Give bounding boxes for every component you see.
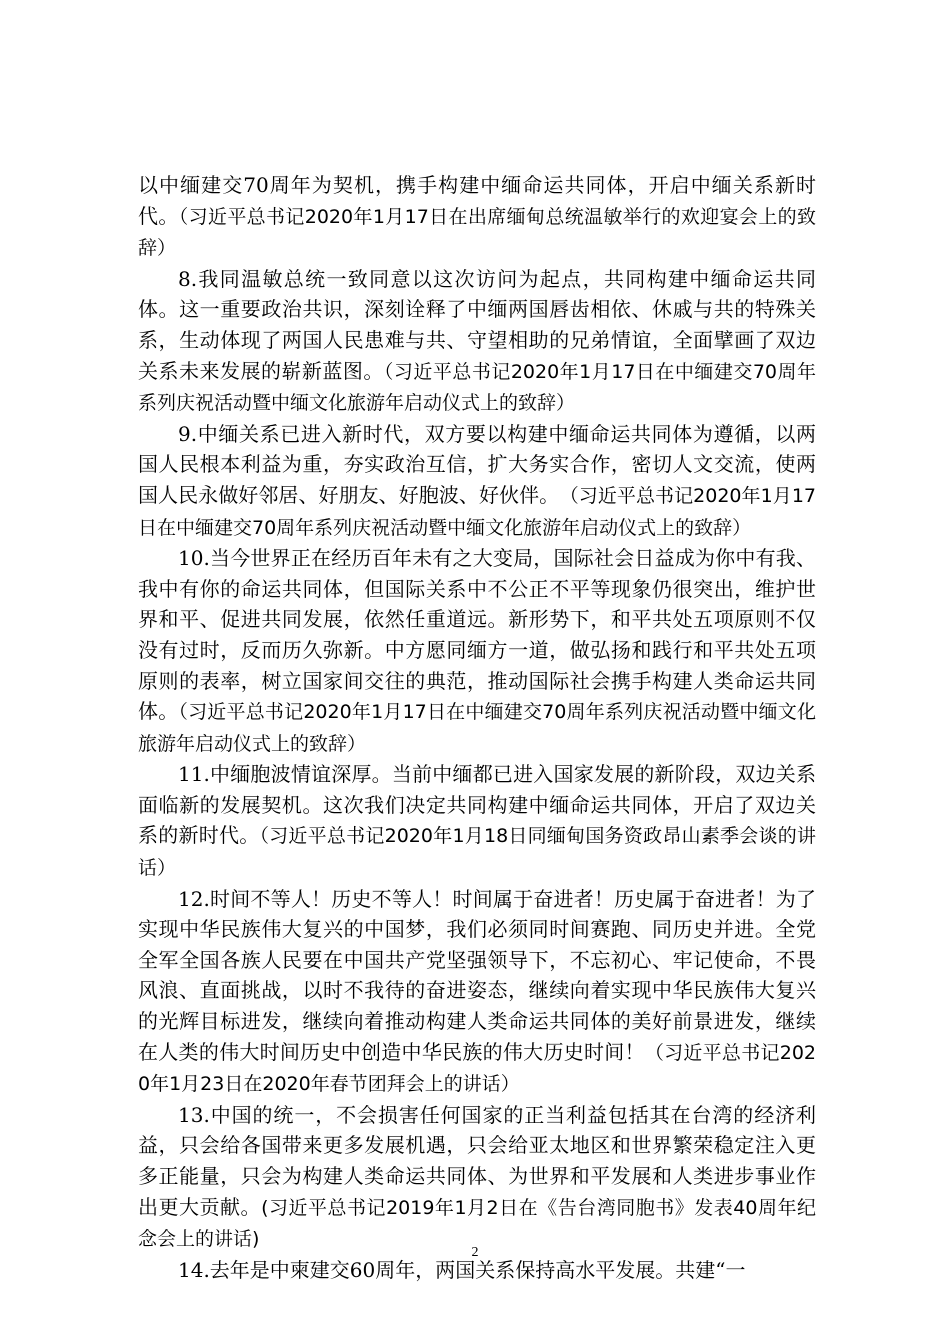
paragraph-source: (习近平总书记2019年1月2日在《告台湾同胞书》发表40周年纪念会上的讲话) [138, 1196, 817, 1251]
paragraph-source: （习近平总书记2020年1月17日在中缅建交70周年系列庆祝活动暨中缅文化旅游年启动仪式上的致辞） [138, 484, 816, 539]
paragraph-source: （习近平总书记2020年1月23日在2020年春节团拜会上的讲话） [138, 1041, 817, 1096]
paragraph-text: 13.中国的统一，不会损害任何国家的正当利益包括其在台湾的经济利益，只会给各国带来更多发展机遇，只会给亚太地区和世界繁荣稳定注入更多正能量，只会为构建人类命运共同体、为世界和平发展和人类进步事业作出更大贡献。 [138, 1102, 816, 1219]
paragraph-text: 14.去年是中柬建交60周年，两国关系保持高水平发展。共建“一 [178, 1257, 746, 1282]
paragraph-source: （习近平总书记2020年1月17日在中缅建交70周年系列庆祝活动暨中缅文化旅游年启动仪式上的致辞） [138, 701, 816, 755]
paragraph-source: （习近平总书记2020年1月17日在中缅建交70周年系列庆祝活动暨中缅文化旅游年启动仪式上的致辞） [138, 360, 817, 415]
paragraph-9 [138, 419, 816, 543]
paragraph-text: 12.时间不等人！历史不等人！时间属于奋进者！历史属于奋进者！为了实现中华民族伟大复兴的中国梦，我们必须同时间赛跑、同历史并进。全党全军全国各族人民要在中国共产党坚强领导下，不忘初心、牢记使命，不畏风浪、直面挑战，以时不我待的奋进姿态，继续向着实现中华民族伟大复兴的光辉目标进发，继续向着推动构建人类命运共同体的美好前景进发，继续在人类的伟大时间历史中创造中华民族的伟大历史时间！ [138, 886, 816, 1064]
paragraph-text: 10.当今世界正在经历百年未有之大变局，国际社会日益成为你中有我、我中有你的命运共同体，但国际关系中不公正不平等现象仍很突出，维护世界和平、促进共同发展，依然任重道远。新形势下，和平共处五项原则不仅没有过时，反而历久弥新。中方愿同缅方一道，做弘扬和践行和平共处五项原则的表率，树立国家间交往的典范，推动国际社会携手构建人类命运共同体。 [138, 546, 816, 724]
paragraph-8 [138, 264, 816, 419]
paragraph-13 [138, 1100, 816, 1255]
document-body [138, 170, 816, 1286]
paragraph-text: 11.中缅胞波情谊深厚。当前中缅都已进入国家发展的新阶段，双边关系面临新的发展契机。这次我们决定共同构建中缅命运共同体，开启了双边关系的新时代。 [138, 762, 816, 848]
paragraph-continuation [138, 170, 816, 264]
paragraph-11 [138, 759, 816, 883]
paragraph-text: 9.中缅关系已进入新时代，双方要以构建中缅命运共同体为遵循，以两国人民根本利益为重，夯实政治互信，扩大务实合作，密切人文交流，使两国人民永做好邻居、好朋友、好胞波、好伙伴。 [138, 421, 816, 507]
paragraph-10 [138, 543, 816, 759]
paragraph-12 [138, 884, 816, 1100]
paragraph-source: （习近平总书记2020年1月17日在出席缅甸总统温敏举行的欢迎宴会上的致辞） [138, 205, 817, 260]
paragraph-text: 8.我同温敏总统一致同意以这次访问为起点，共同构建中缅命运共同体。这一重要政治共识，深刻诠释了中缅两国唇齿相依、休戚与共的特殊关系，生动体现了两国人民患难与共、守望相助的兄弟情谊，全面擘画了双边关系未来发展的崭新蓝图。 [138, 266, 816, 383]
paragraph-text: 以中缅建交70周年为契机，携手构建中缅命运共同体，开启中缅关系新时代。 [138, 173, 816, 228]
paragraph-source: （习近平总书记2020年1月18日同缅甸国务资政昂山素季会谈的讲话） [138, 825, 817, 880]
page-number: 2 [471, 1245, 479, 1260]
